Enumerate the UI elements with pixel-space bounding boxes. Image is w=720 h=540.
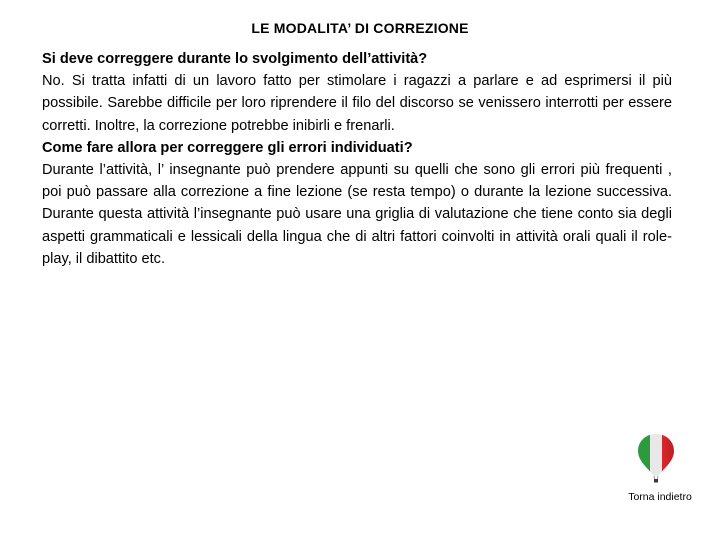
slide-content (42, 48, 672, 270)
answer-2: Durante l’attività, l’ insegnante può prendere appunti su quelli che sono gli errori più frequenti , poi può passare alla correzione a fine lezione (se resta tempo) o durante la lezione successiva. Durante questa attività l’insegnante può usare una griglia di valutazione che tiene conto sia degli aspetti grammaticali e lessicali della lingua che di altri fattori coinvolti in attività orali quali il role-play, il dibattito etc. (42, 162, 672, 267)
back-link[interactable]: Torna indietro (628, 491, 692, 503)
page-title: LE MODALITA’ DI CORREZIONE (251, 20, 469, 36)
question-2: Come fare allora per correggere gli errori individuati? (42, 139, 413, 156)
hot-air-balloon-icon[interactable] (636, 432, 676, 484)
question-1: Si deve correggere durante lo svolgimento dell’attività? (42, 51, 428, 67)
answer-1: No. Si tratta infatti di un lavoro fatto per stimolare i ragazzi a parlare e ad esprimersi il più possibile. Sarebbe difficile per loro riprendere il filo del discorso se venissero interrotti per essere corretti. Inoltre, la correzione potrebbe inibirli e frenarli. (42, 73, 672, 134)
